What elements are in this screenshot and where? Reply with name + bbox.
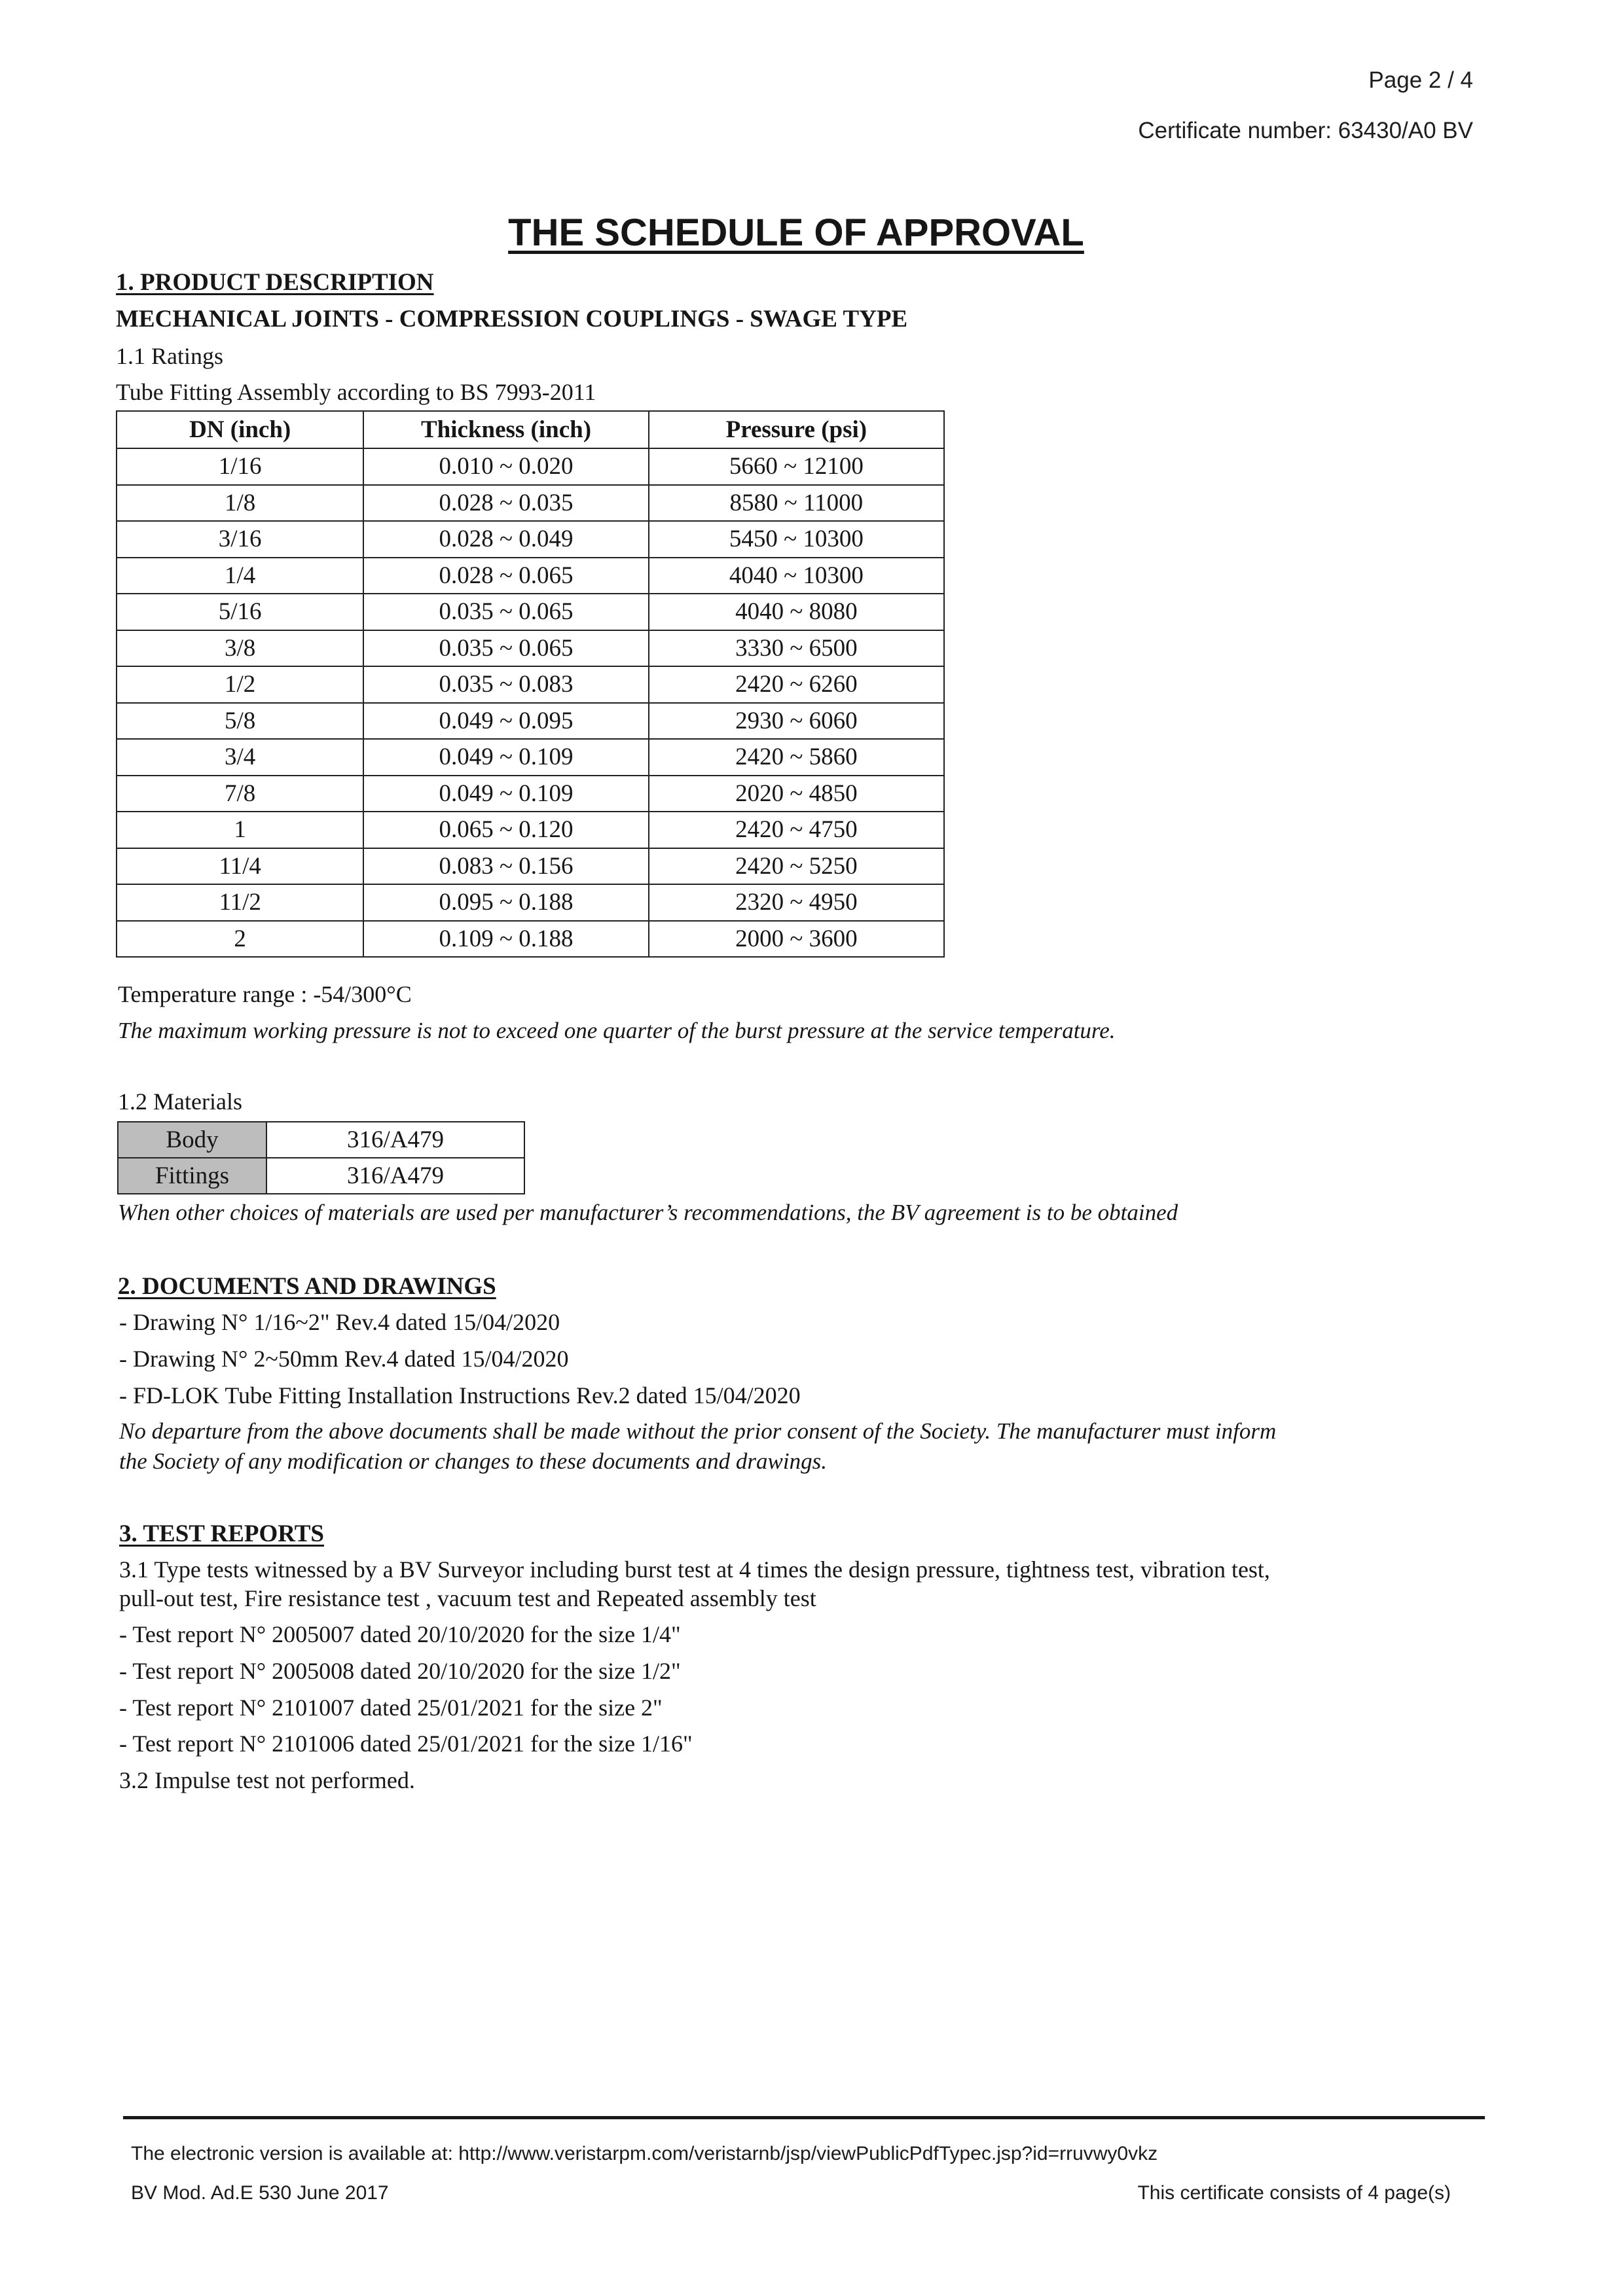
cell-dn: 5/16 xyxy=(117,594,363,630)
cell-thickness: 0.095 ~ 0.188 xyxy=(363,884,648,921)
section-1-heading: 1. PRODUCT DESCRIPTION xyxy=(116,269,434,296)
table-row xyxy=(117,630,944,667)
cell-dn: 2 xyxy=(117,921,363,958)
impulse-test-note: 3.2 Impulse test not performed. xyxy=(119,1767,415,1793)
section-2-heading: 2. DOCUMENTS AND DRAWINGS xyxy=(118,1273,496,1300)
cell-pressure: 2320 ~ 4950 xyxy=(649,884,944,921)
cell-dn: 1/2 xyxy=(117,666,363,703)
cell-pressure: 4040 ~ 8080 xyxy=(649,594,944,630)
pressure-note: The maximum working pressure is not to exceed one quarter of the burst pressure at the service temperature. xyxy=(118,1018,1116,1043)
cell-thickness: 0.035 ~ 0.065 xyxy=(363,594,648,630)
materials-label: 1.2 Materials xyxy=(118,1088,242,1115)
table-row xyxy=(117,921,944,958)
material-grade: 316/A479 xyxy=(266,1122,524,1158)
cell-pressure: 2020 ~ 4850 xyxy=(649,776,944,812)
test-report-item: - Test report N° 2101007 dated 25/01/2021 for the size 2" xyxy=(119,1695,663,1721)
cell-dn: 11/2 xyxy=(117,884,363,921)
footer-divider xyxy=(123,2116,1485,2119)
footer-electronic-version: The electronic version is available at: http://www.veristarpm.com/veristarnb/jsp/viewPublicPdfTypec.jsp?id=rruvwy0vkz xyxy=(131,2143,1158,2164)
cell-dn: 3/4 xyxy=(117,739,363,776)
documents-note-line-2: the Society of any modification or changes to these documents and drawings. xyxy=(119,1448,827,1474)
cell-thickness: 0.035 ~ 0.065 xyxy=(363,630,648,667)
table-row xyxy=(117,739,944,776)
cell-thickness: 0.028 ~ 0.049 xyxy=(363,521,648,558)
material-grade: 316/A479 xyxy=(266,1158,524,1194)
cell-pressure: 2420 ~ 6260 xyxy=(649,666,944,703)
cell-thickness: 0.083 ~ 0.156 xyxy=(363,848,648,885)
document-item: - Drawing N° 2~50mm Rev.4 dated 15/04/2020 xyxy=(119,1346,569,1372)
cell-thickness: 0.028 ~ 0.035 xyxy=(363,485,648,522)
table-row xyxy=(117,448,944,485)
col-header-thickness: Thickness (inch) xyxy=(363,411,648,448)
table-row xyxy=(117,594,944,630)
cell-dn: 11/4 xyxy=(117,848,363,885)
cell-pressure: 8580 ~ 11000 xyxy=(649,485,944,522)
cell-dn: 3/16 xyxy=(117,521,363,558)
documents-note-line-1: No departure from the above documents shall be made without the prior consent of the Society. The manufacturer must inform xyxy=(119,1418,1277,1444)
ratings-table xyxy=(116,410,945,958)
table-row xyxy=(117,884,944,921)
test-report-item: - Test report N° 2005008 dated 20/10/2020 for the size 1/2" xyxy=(119,1658,681,1684)
test-intro-line-1: 3.1 Type tests witnessed by a BV Surveyor including burst test at 4 times the design pressure, tightness test, vibration test, xyxy=(119,1556,1270,1583)
cell-pressure: 4040 ~ 10300 xyxy=(649,558,944,594)
certificate-number: Certificate number: 63430/A0 BV xyxy=(1138,118,1473,143)
product-subheading: MECHANICAL JOINTS - COMPRESSION COUPLINGS - SWAGE TYPE xyxy=(116,306,908,332)
ratings-label: 1.1 Ratings xyxy=(116,343,224,369)
section-3-heading: 3. TEST REPORTS xyxy=(119,1520,324,1547)
cell-thickness: 0.010 ~ 0.020 xyxy=(363,448,648,485)
materials-table xyxy=(117,1121,525,1194)
table-row xyxy=(118,1122,524,1158)
table-row xyxy=(117,485,944,522)
col-header-dn: DN (inch) xyxy=(117,411,363,448)
material-name: Body xyxy=(118,1122,266,1158)
table-row xyxy=(117,703,944,740)
table-row xyxy=(117,521,944,558)
table-row xyxy=(117,812,944,848)
cell-dn: 1/16 xyxy=(117,448,363,485)
col-header-pressure: Pressure (psi) xyxy=(649,411,944,448)
cell-pressure: 2000 ~ 3600 xyxy=(649,921,944,958)
cell-thickness: 0.049 ~ 0.109 xyxy=(363,739,648,776)
cell-pressure: 2420 ~ 5250 xyxy=(649,848,944,885)
test-intro-line-2: pull-out test, Fire resistance test , vacuum test and Repeated assembly test xyxy=(119,1585,816,1611)
cell-pressure: 5450 ~ 10300 xyxy=(649,521,944,558)
footer-form-model: BV Mod. Ad.E 530 June 2017 xyxy=(131,2182,389,2204)
table-row xyxy=(118,1158,524,1194)
cell-thickness: 0.028 ~ 0.065 xyxy=(363,558,648,594)
footer-page-count: This certificate consists of 4 page(s) xyxy=(1137,2182,1451,2204)
cell-pressure: 2420 ~ 4750 xyxy=(649,812,944,848)
page-number: Page 2 / 4 xyxy=(1368,67,1473,93)
table-row xyxy=(117,776,944,812)
material-name: Fittings xyxy=(118,1158,266,1194)
test-report-item: - Test report N° 2005007 dated 20/10/2020 for the size 1/4" xyxy=(119,1621,681,1647)
cell-thickness: 0.049 ~ 0.095 xyxy=(363,703,648,740)
test-report-item: - Test report N° 2101006 dated 25/01/2021 for the size 1/16" xyxy=(119,1731,693,1757)
cell-dn: 1 xyxy=(117,812,363,848)
table-row xyxy=(117,848,944,885)
cell-dn: 5/8 xyxy=(117,703,363,740)
ratings-header-row xyxy=(117,411,944,448)
table-row xyxy=(117,558,944,594)
cell-dn: 1/8 xyxy=(117,485,363,522)
cell-dn: 3/8 xyxy=(117,630,363,667)
document-item: - FD-LOK Tube Fitting Installation Instructions Rev.2 dated 15/04/2020 xyxy=(119,1382,801,1408)
table-row xyxy=(117,666,944,703)
cell-pressure: 2930 ~ 6060 xyxy=(649,703,944,740)
cell-dn: 1/4 xyxy=(117,558,363,594)
materials-note: When other choices of materials are used per manufacturer’s recommendations, the BV agreement is to be obtained xyxy=(118,1200,1178,1225)
cell-dn: 7/8 xyxy=(117,776,363,812)
cell-thickness: 0.065 ~ 0.120 xyxy=(363,812,648,848)
cell-thickness: 0.035 ~ 0.083 xyxy=(363,666,648,703)
temperature-range: Temperature range : -54/300°C xyxy=(118,981,412,1007)
cell-pressure: 2420 ~ 5860 xyxy=(649,739,944,776)
cell-pressure: 5660 ~ 12100 xyxy=(649,448,944,485)
cell-pressure: 3330 ~ 6500 xyxy=(649,630,944,667)
assembly-note: Tube Fitting Assembly according to BS 7993-2011 xyxy=(116,379,596,405)
cell-thickness: 0.109 ~ 0.188 xyxy=(363,921,648,958)
cell-thickness: 0.049 ~ 0.109 xyxy=(363,776,648,812)
page-title: THE SCHEDULE OF APPROVAL xyxy=(508,211,1084,254)
document-item: - Drawing N° 1/16~2" Rev.4 dated 15/04/2020 xyxy=(119,1309,560,1335)
